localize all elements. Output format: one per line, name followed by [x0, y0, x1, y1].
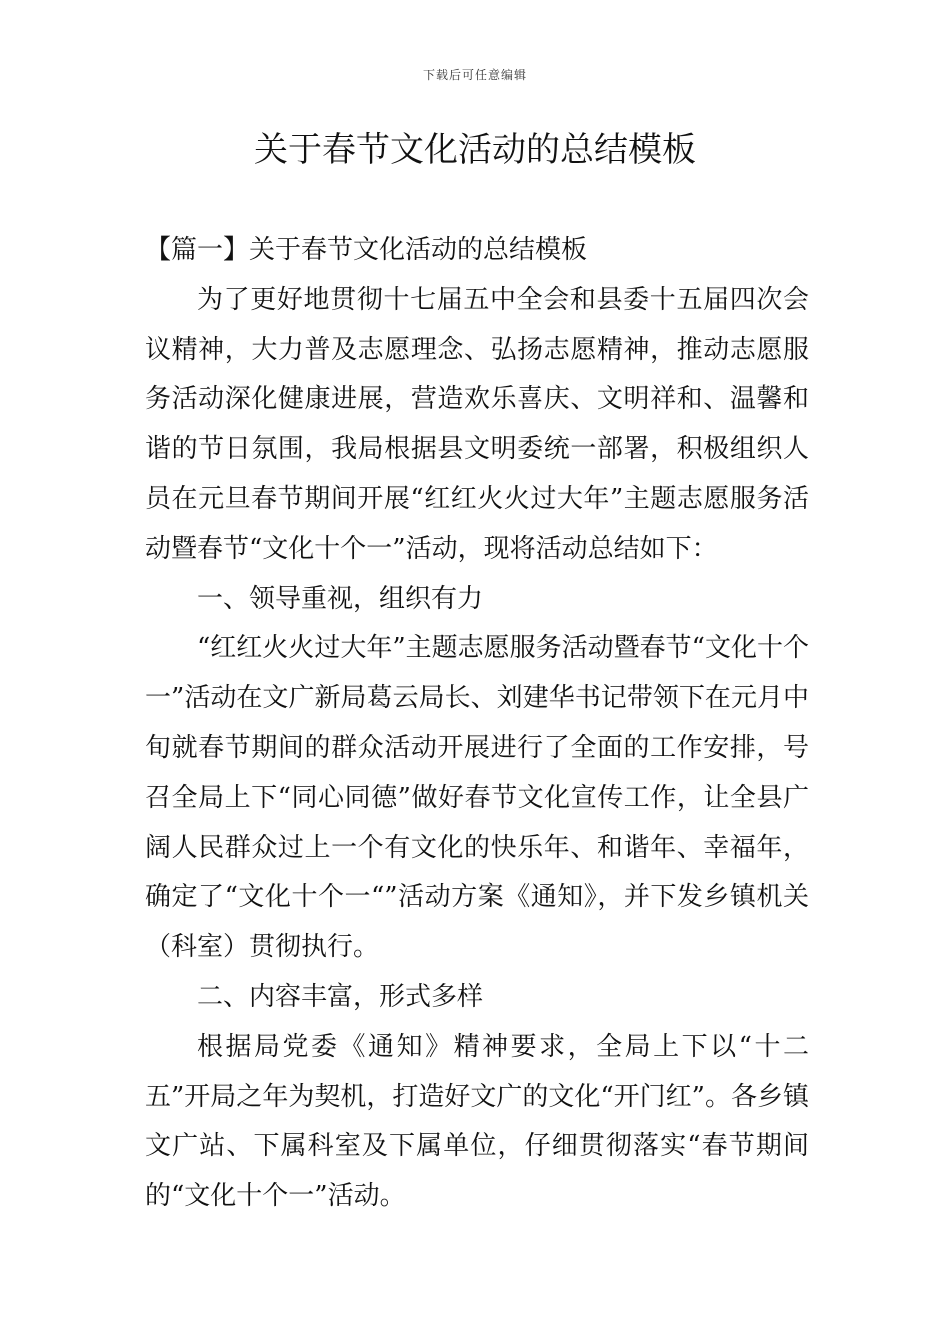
paragraph-intro: 为了更好地贯彻十七届五中全会和县委十五届四次会议精神，大力普及志愿理念、弘扬志愿精神，推动志愿服务活动深化健康进展，营造欢乐喜庆、文明祥和、温馨和谐的节日氛围，我局根据县文明委统一部署，积极组织人员在元旦春节期间开展“红红火火过大年”主题志愿服务活动暨春节“文化十个一”活动，现将活动总结如下： [145, 284, 809, 564]
paragraph-leadership: “红红火火过大年”主题志愿服务活动暨春节“文化十个一”活动在文广新局葛云局长、刘建华书记带领下在元月中旬就春节期间的群众活动开展进行了全面的工作安排，号召全局上下“同心同德”做好春节文化宣传工作，让全县广阔人民群众过上一个有文化的快乐年、和谐年、幸福年，确定了“文化十个一“”活动方案《通知》，并下发乡镇机关（科室）贯彻执行。 [145, 633, 809, 963]
header-note: 下载后可任意编辑 [422, 68, 527, 82]
heading-content: 二、内容丰富，形式多样 [197, 981, 484, 1012]
section-heading: 【篇一】关于春节文化活动的总结模板 [145, 235, 588, 265]
document-title: 关于春节文化活动的总结模板 [254, 130, 696, 170]
heading-leadership: 一、领导重视，组织有力 [197, 583, 484, 614]
document-body [145, 226, 809, 1222]
paragraph-content: 根据局党委《通知》精神要求，全局上下以“十二五”开局之年为契机，打造好文广的文化“开门红”。各乡镇文广站、下属科室及下属单位，仔细贯彻落实“春节期间的“文化十个一”活动。 [145, 1031, 809, 1212]
